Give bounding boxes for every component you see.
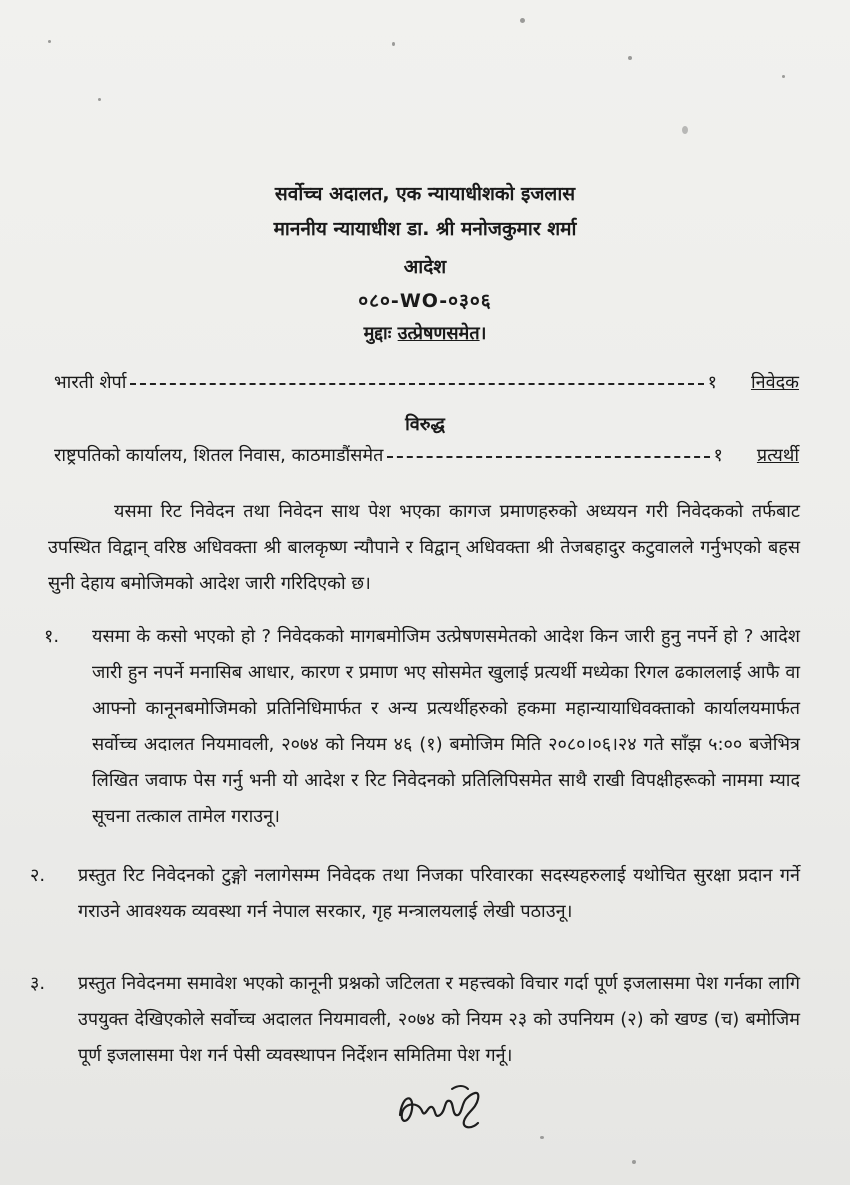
respondent-line xyxy=(54,441,799,469)
scan-speck xyxy=(392,42,395,46)
intro-paragraph: यसमा रिट निवेदन तथा निवेदन साथ पेश भएका कागज प्रमाणहरुको अध्ययन गरी निवेदकको तर्फबाट उपस्थित विद्वान् वरिष्ठ अधिवक्ता श्री बालकृष्ण न्यौपाने र विद्वान् अधिवक्ता श्री तेजबहादुर कटुवालले गर्नुभएको बहस सुनी देहाय बमोजिमको आदेश जारी गरिदिएको छ। xyxy=(48,501,800,594)
item-text: प्रस्तुत रिट निवेदनको टुङ्गो नलागेसम्म निवेदक तथा निजका परिवारका सदस्यहरुलाई यथोचित सुरक्षा प्रदान गर्ने गराउने आवश्यक व्यवस्था गर्न नेपाल सरकार, गृह मन्त्रालयलाई लेखी पठाउनू। xyxy=(78,865,800,922)
case-subject xyxy=(0,321,850,345)
item-text: यसमा के कसो भएको हो ? निवेदकको मागबमोजिम उत्प्रेषणसमेतको आदेश किन जारी हुनु नपर्ने हो ? आदेश जारी हुन नपर्ने मनासिब आधार, कारण र प्रमाण भए सोसमेत खुलाई प्रत्यर्थी मध्येका रिगल ढकाललाई आफै वा आफ्नो कानूनबमोजिमको प्रतिनिधिमार्फत र अन्य प्रत्यर्थीहरुको हकमा महान्यायाधिवक्ताको कार्यालयमार्फत सर्वोच्च अदालत नियमावली, २०७४ को नियम ४६ (१) बमोजिम मिति २०८०।०६।२४ गते साँझ ५:०० बजेभित्र लिखित जवाफ पेस गर्नु भनी यो आदेश र रिट निवेदनको प्रतिलिपिसमेत साथै राखी विपक्षीहरूको नाममा म्याद सूचना तत्काल तामेल गराउनू। xyxy=(92,626,800,827)
scan-speck xyxy=(48,40,51,43)
scan-speck xyxy=(98,98,101,101)
dotted-leader xyxy=(130,383,703,385)
order-item-3 xyxy=(30,966,800,1074)
item-number: ३. xyxy=(30,973,46,994)
scan-speck xyxy=(632,1160,636,1164)
versus-label: विरुद्ध xyxy=(405,414,445,435)
item-number: २. xyxy=(30,865,46,886)
order-item-2 xyxy=(30,858,800,930)
dotted-leader xyxy=(387,456,709,458)
petitioner-role: निवेदक xyxy=(750,372,799,393)
case-number: ०८०-WO-०३०६ xyxy=(358,290,492,312)
item-number: १. xyxy=(44,626,60,647)
scan-speck xyxy=(682,126,688,134)
respondent-role: प्रत्यर्थी xyxy=(756,445,799,466)
scan-speck xyxy=(628,56,632,60)
signature xyxy=(392,1075,502,1135)
judge-heading: माननीय न्यायाधीश डा. श्री मनोजकुमार शर्मा xyxy=(273,218,577,240)
respondent-count: १ xyxy=(713,445,723,466)
respondent-name: राष्ट्रपतिको कार्यालय, शितल निवास, काठमाडौंसमेत xyxy=(54,445,384,466)
item-text: प्रस्तुत निवेदनमा समावेश भएको कानूनी प्रश्नको जटिलता र महत्त्वको विचार गर्दा पूर्ण इजलासमा पेश गर्नका लागि उपयुक्त देखिएकोले सर्वोच्च अदालत नियमावली, २०७४ को नियम २३ को उपनियम (२) को खण्ड (च) बमोजिम पूर्ण इजलासमा पेश गर्न पेसी व्यवस्थापन निर्देशन समितिमा पेश गर्नू। xyxy=(78,973,800,1066)
order-item-1 xyxy=(44,619,800,835)
court-heading: सर्वोच्च अदालत, एक न्यायाधीशको इजलास xyxy=(274,183,576,205)
scan-speck xyxy=(782,75,785,78)
petitioner-name: भारती शेर्पा xyxy=(54,372,127,393)
subject-value: उत्प्रेषणसमेत xyxy=(397,323,480,344)
petitioner-count: १ xyxy=(707,372,717,393)
petitioner-line xyxy=(54,368,799,396)
scan-speck xyxy=(520,18,525,23)
subject-label: मुद्दाः xyxy=(363,323,392,344)
scan-speck xyxy=(540,1136,544,1139)
document-type: आदेश xyxy=(403,256,447,278)
subject-end: । xyxy=(479,323,487,344)
